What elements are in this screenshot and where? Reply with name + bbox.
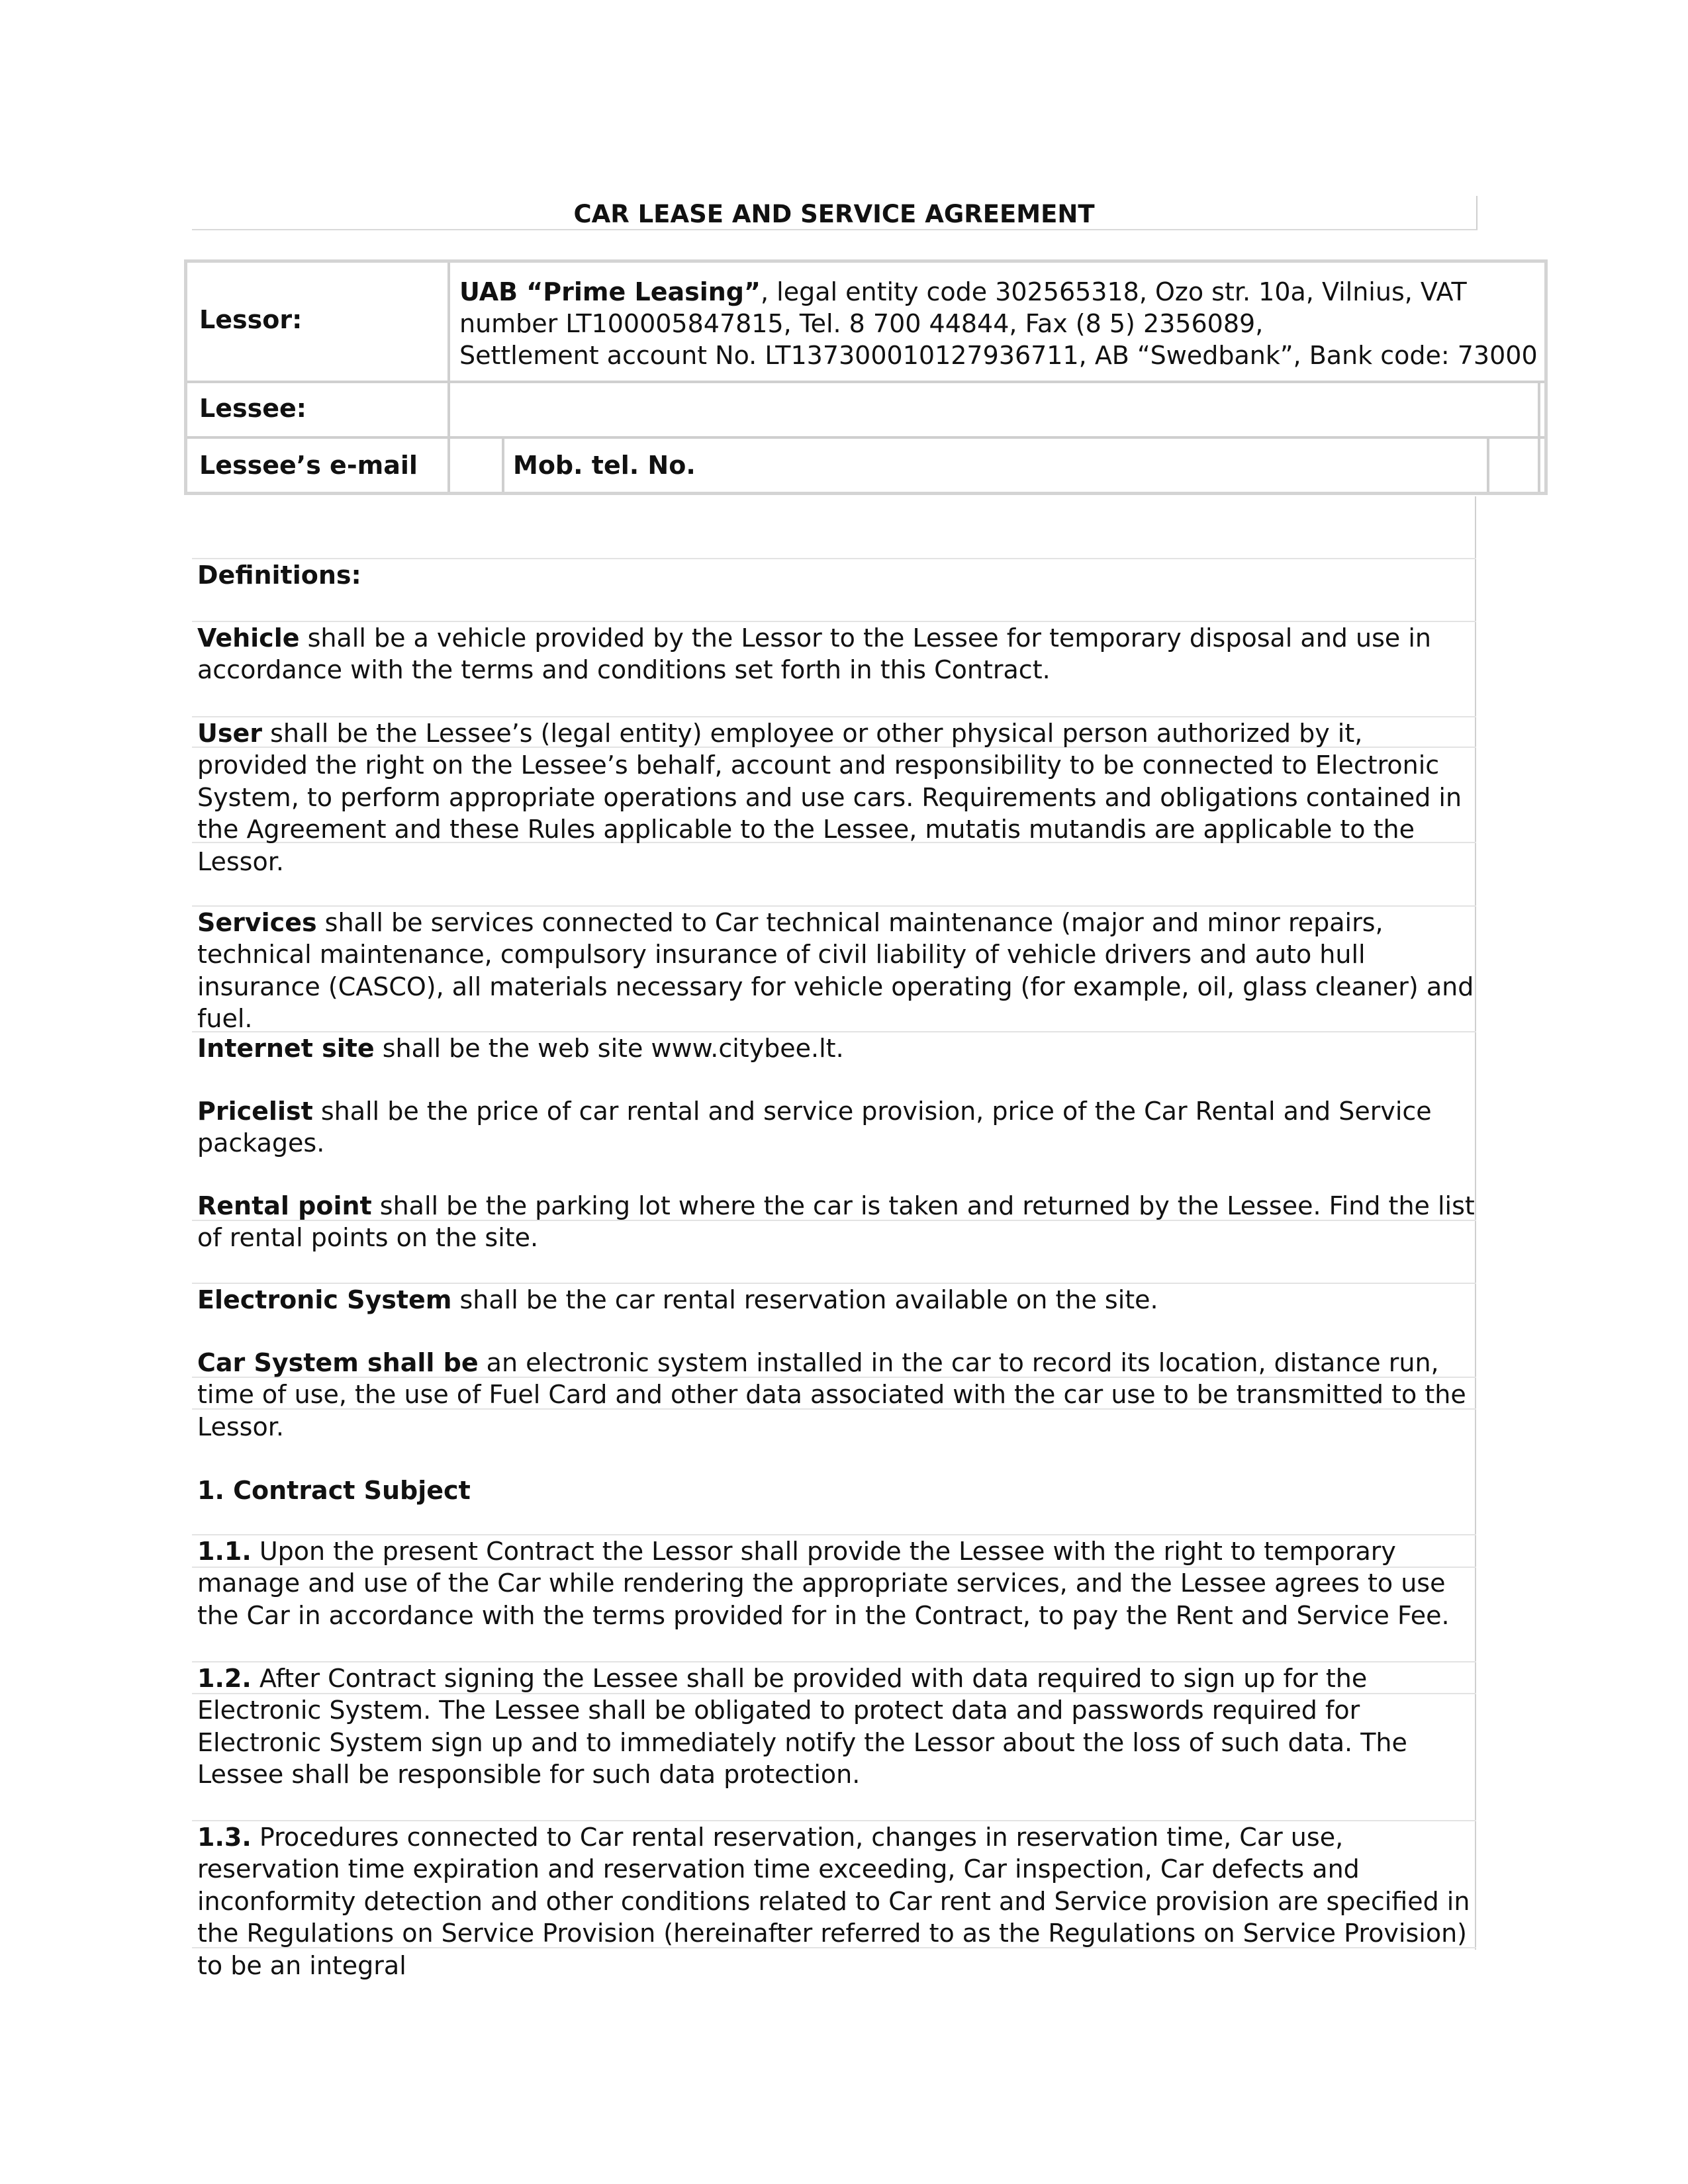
rental-term: Rental point	[197, 1191, 372, 1220]
contract-subject-heading	[197, 1475, 1478, 1506]
internet-text: shall be the web site www.citybee.lt.	[374, 1034, 844, 1063]
table-divider	[1487, 439, 1489, 492]
carsystem-term: Car System shall be	[197, 1348, 479, 1377]
pricelist-text: shall be the price of car rental and service provision, price of the Car Rental and Service packages.	[197, 1097, 1432, 1158]
internet-term: Internet site	[197, 1034, 375, 1063]
services-term: Services	[197, 908, 317, 937]
definition-rental-point	[197, 1190, 1478, 1254]
definitions-heading	[197, 559, 1478, 591]
lessee-email-label: Lessee’s e-mail	[199, 451, 418, 480]
rental-text: shall be the parking lot where the car is taken and returned by the Lessee. Find the list of rental points on the site.	[197, 1191, 1475, 1253]
lessor-details-line2: number LT100005847815, Tel. 8 700 44844, Fax (8 5) 2356089,	[459, 309, 1264, 338]
table-divider	[187, 436, 1544, 439]
lessee-value[interactable]	[459, 392, 1532, 424]
definition-car-system	[197, 1347, 1478, 1443]
lessee-email-value[interactable]	[453, 449, 499, 481]
carsystem-text: an electronic system installed in the car to record its location, distance run, time of use, the use of Fuel Card and other data associated with the car use to be transmitted to the Lessor.	[197, 1348, 1466, 1441]
parties-table	[184, 259, 1548, 495]
services-text: shall be services connected to Car technical maintenance (major and minor repairs, technical maintenance, compulsory insurance of civil liability of vehicle drivers and auto hull insurance (CASCO), all materials necessary for vehicle operating (for example, oil, glass cleaner) and fuel.	[197, 908, 1474, 1034]
document-title: CAR LEASE AND SERVICE AGREEMENT	[192, 196, 1477, 230]
clause-1-1-number: 1.1.	[197, 1537, 252, 1566]
vehicle-term: Vehicle	[197, 623, 300, 653]
table-divider	[502, 439, 504, 492]
clause-1-2	[197, 1662, 1478, 1791]
lessor-name: UAB “Prime Leasing”	[459, 277, 761, 306]
definitions-heading-text: Definitions:	[197, 561, 361, 590]
table-divider	[1538, 383, 1540, 492]
definition-electronic-system	[197, 1284, 1478, 1316]
contract-subject-heading-text: 1. Contract Subject	[197, 1476, 471, 1505]
pricelist-term: Pricelist	[197, 1097, 313, 1126]
clause-1-3	[197, 1821, 1478, 1981]
lessee-label: Lessee:	[199, 394, 306, 423]
lessor-details-line1: , legal entity code 302565318, Ozo str. 10a, Vilnius, VAT	[760, 277, 1467, 306]
clause-1-3-number: 1.3.	[197, 1823, 252, 1852]
electronic-text: shall be the car rental reservation available on the site.	[451, 1285, 1158, 1314]
user-term: User	[197, 719, 262, 748]
mobile-value[interactable]	[1493, 449, 1532, 481]
table-divider	[447, 263, 450, 492]
table-divider	[187, 381, 1544, 383]
definition-vehicle	[197, 622, 1478, 686]
clause-1-2-number: 1.2.	[197, 1664, 252, 1693]
user-text: shall be the Lessee’s (legal entity) employee or other physical person authorized by it, provided the right on the Lessee’s behalf, account and responsibility to be connected to Electronic System, to perform appropriate operations and use cars. Requirements and obligations contained in the Agreement and these Rules applicable to the Lessee, mutatis mutandis are applicable to the Lessor.	[197, 719, 1462, 876]
clause-1-1-text: Upon the present Contract the Lessor shall provide the Lessee with the right to temporary manage and use of the Car while rendering the appropriate services, and the Lessee agrees to use the Car in accordance with the terms provided for in the Contract, to pay the Rent and Service Fee.	[197, 1537, 1450, 1630]
mobile-label: Mob. tel. No.	[513, 451, 696, 480]
clause-1-1	[197, 1535, 1478, 1631]
clause-1-2-text: After Contract signing the Lessee shall be provided with data required to sign up for the Electronic System. The Lessee shall be obligated to protect data and passwords required for Electronic System sign up and to immediately notify the Lessor about the loss of such data. The Lessee shall be responsible for such data protection.	[197, 1664, 1407, 1790]
clause-1-3-text: Procedures connected to Car rental reservation, changes in reservation time, Car use, reservation time expiration and reservation time exceeding, Car inspection, Car defects and inconformity detection and other conditions related to Car rent and Service provision are specified in the Regulations on Service Provision (hereinafter referred to as the Regulations on Service Provision) to be an integral	[197, 1823, 1470, 1980]
definition-internet-site	[197, 1032, 1478, 1064]
lessor-label: Lessor:	[199, 305, 303, 334]
definition-pricelist	[197, 1095, 1478, 1160]
definition-services	[197, 907, 1478, 1035]
vehicle-text: shall be a vehicle provided by the Lessor to the Lessee for temporary disposal and use in accordance with the terms and conditions set forth in this Contract.	[197, 623, 1431, 685]
lessor-details-line3: Settlement account No. LT137300010127936711, AB “Swedbank”, Bank code: 73000	[459, 341, 1538, 370]
electronic-term: Electronic System	[197, 1285, 452, 1314]
definition-user	[197, 717, 1478, 878]
lessor-details	[459, 276, 1545, 371]
